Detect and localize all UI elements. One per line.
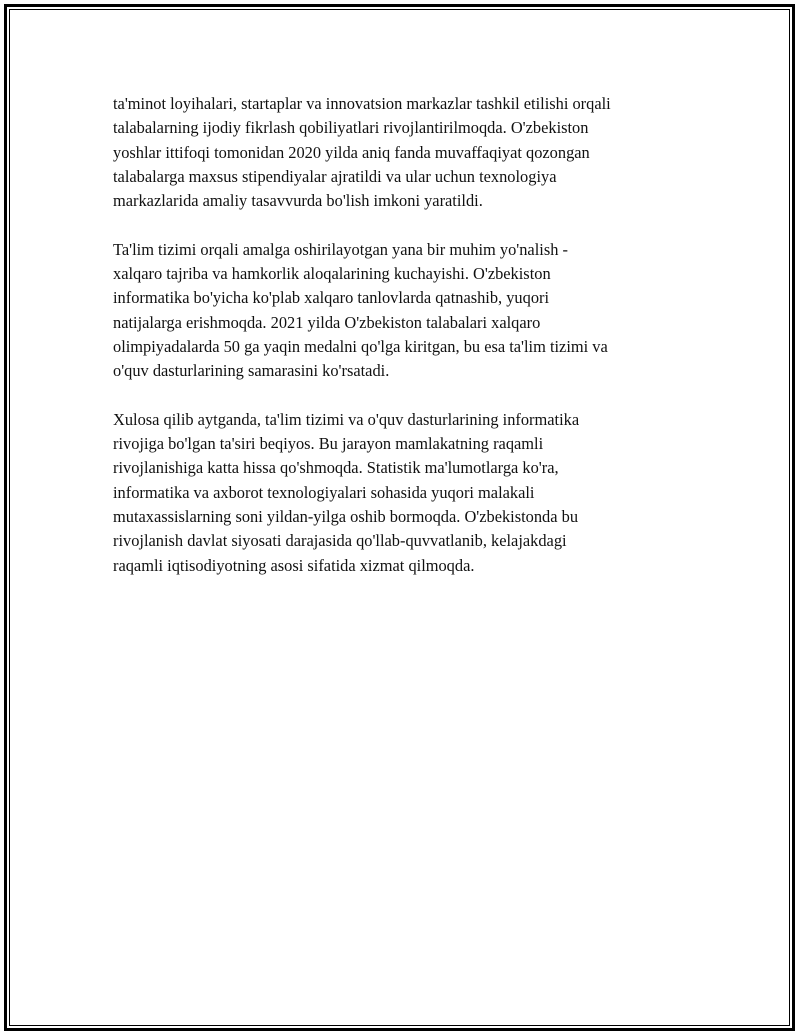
paragraph-2: Ta'lim tizimi orqali amalga oshirilayotgan yana bir muhim yo'nalish - xalqaro tajriba va hamkorlik aloqalarining kuchayishi. O'zbekiston informatika bo'yicha ko'plab xalqaro tanlovlarda qatnashib, yuqori natijalarga erishmoqda. 2021 yilda O'zbekiston talabalari xalqaro olimpiyadalarda 50 ga yaqin medalni qo'lga kiritgan, bu esa ta'lim tizimi va o'quv dasturlarining samarasini ko'rsatadi. [113,239,608,381]
paragraph-1: ta'minot loyihalari, startaplar va innovatsion markazlar tashkil etilishi orqali talabalarning ijodiy fikrlash qobiliyatlari rivojlantirilmoqda. O'zbekiston yoshlar ittifoqi tomonidan 2020 yilda aniq fanda muvaffaqiyat qozongan talabalarga maxsus stipendiyalar ajratildi va ular uchun texnologiya markazlarida amaliy tasavvurda bo'lish imkoni yaratildi. [113,94,611,211]
document-body [113,92,673,602]
paragraph-3: Xulosa qilib aytganda, ta'lim tizimi va o'quv dasturlarining informatika rivojiga bo'lgan ta'siri beqiyos. Bu jarayon mamlakatning raqamli rivojlanishiga katta hissa qo'shmoqda. Statistik ma'lumotlarga ko'ra, informatika va axborot texnologiyalari sohasida yuqori malakali mutaxassislarning soni yildan-yilga oshib bormoqda. O'zbekistonda bu rivojlanish davlat siyosati darajasida qo'llab-quvvatlanib, kelajakdagi raqamli iqtisodiyotning asosi sifatida xizmat qilmoqda. [113,409,580,575]
